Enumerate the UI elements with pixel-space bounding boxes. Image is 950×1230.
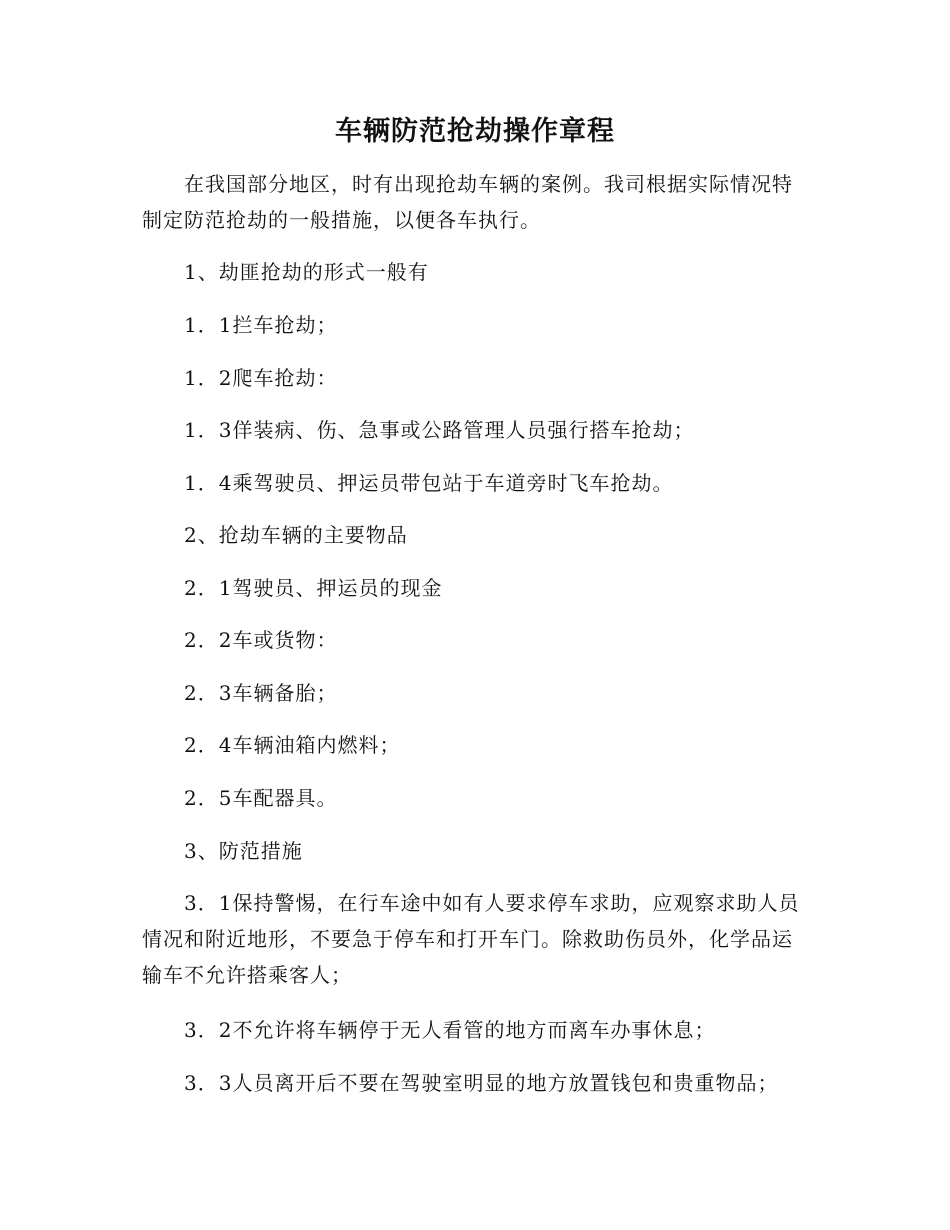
section-2-item-5: 2．5车配器具。 [184,786,338,810]
section-1-item-3: 1．3佯装病、伤、急事或公路管理人员强行搭车抢劫； [184,418,695,442]
section-1-item-1: 1．1拦车抢劫； [184,313,338,337]
intro-paragraph: 在我国部分地区，时有出现抢劫车辆的案例。我司根据实际情况特制定防范抢劫的一般措施，以便各车执行。 [142,172,793,232]
section-1-heading: 1、劫匪抢劫的形式一般有 [184,260,429,284]
section-1-item-4: 1．4乘驾驶员、押运员带包站于车道旁时飞车抢劫。 [184,471,674,495]
section-3-item-1: 3．1保持警惕，在行车途中如有人要求停车求助，应观察求助人员情况和附近地形，不要急于停车和打开车门。除救助伤员外，化学品运输车不允许搭乘客人； [142,891,800,987]
section-3-heading: 3、防范措施 [184,839,303,863]
section-3-item-2: 3．2不允许将车辆停于无人看管的地方而离车办事休息； [184,1018,716,1042]
section-2-item-2: 2．2车或货物： [184,628,338,652]
section-2-item-3: 2．3车辆备胎； [184,681,338,705]
section-3-item-3: 3．3人员离开后不要在驾驶室明显的地方放置钱包和贵重物品； [184,1071,779,1095]
section-2-heading: 2、抢劫车辆的主要物品 [184,523,408,547]
section-2-item-1: 2．1驾驶员、押运员的现金 [184,576,443,600]
document-title: 车辆防范抢劫操作章程 [335,116,615,147]
section-2-item-4: 2．4车辆油箱内燃料； [184,733,401,757]
section-1-item-2: 1．2爬车抢劫： [184,366,338,390]
